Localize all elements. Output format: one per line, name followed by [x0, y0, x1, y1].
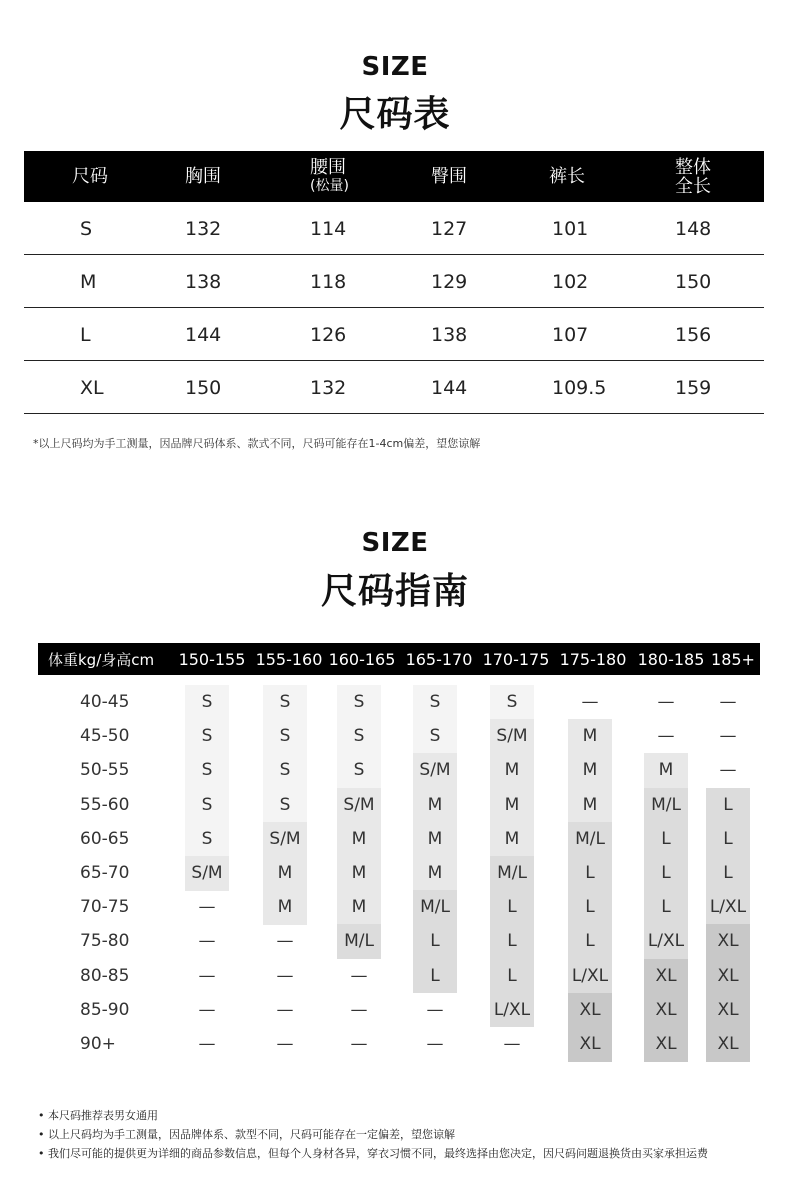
recommended-size-cell: M — [568, 719, 612, 754]
empty-size-cell: — — [719, 692, 737, 712]
empty-size-cell: — — [581, 692, 599, 712]
measurement-cell: 144 — [185, 324, 222, 346]
measurement-cell: 107 — [552, 324, 589, 346]
empty-size-cell: — — [198, 965, 216, 986]
recommended-size-cell: L — [706, 822, 750, 857]
empty-size-cell: — — [276, 1034, 294, 1054]
recommended-size-cell: M — [337, 856, 381, 891]
empty-size-cell: — — [719, 760, 737, 781]
recommended-size-cell: L/XL — [644, 924, 688, 959]
recommended-size-cell: XL — [644, 959, 688, 994]
measurement-cell: 101 — [552, 218, 589, 240]
header-size: 尺码 — [72, 166, 108, 187]
empty-size-cell: — — [198, 1034, 216, 1054]
size-table-row — [24, 202, 764, 255]
weight-row-label: 70-75 — [80, 897, 130, 918]
recommended-size-cell: L — [490, 924, 534, 959]
weight-row-label: 65-70 — [80, 863, 130, 883]
measurement-cell: 150 — [185, 377, 222, 399]
weight-row-label: 85-90 — [80, 999, 130, 1020]
recommended-size-cell: S — [185, 788, 229, 823]
empty-size-cell: — — [350, 965, 368, 986]
empty-size-cell: — — [276, 931, 294, 952]
height-column-header: 150-155 — [178, 650, 246, 669]
height-column-header: 180-185 — [637, 650, 705, 669]
empty-size-cell: — — [657, 726, 675, 747]
measurement-cell: 144 — [431, 377, 468, 399]
measurement-cell: 138 — [431, 324, 468, 346]
recommended-size-cell: L/XL — [490, 993, 534, 1028]
header-chest: 胸围 — [185, 166, 221, 187]
header-total-length: 整体 全长 — [675, 156, 711, 197]
measurement-cell: 148 — [675, 218, 712, 240]
recommended-size-cell: L — [490, 959, 534, 994]
measurement-cell: 132 — [310, 377, 347, 399]
recommended-size-cell: S/M — [413, 753, 457, 788]
size-title-en: SIZE — [361, 52, 429, 82]
weight-row-label: 90+ — [80, 1034, 116, 1054]
empty-size-cell: — — [719, 726, 737, 747]
recommended-size-cell: M — [337, 822, 381, 857]
measurement-cell: 138 — [185, 271, 222, 293]
empty-size-cell: — — [657, 692, 675, 712]
measurement-cell: 159 — [675, 377, 712, 399]
empty-size-cell: — — [426, 999, 444, 1020]
recommended-size-cell: M/L — [490, 856, 534, 891]
guide-title-en: SIZE — [361, 528, 429, 558]
recommended-size-cell: S/M — [337, 788, 381, 823]
size-table-row — [24, 308, 764, 361]
weight-row-label: 55-60 — [80, 794, 130, 815]
recommended-size-cell: XL — [644, 1027, 688, 1062]
recommended-size-cell: S — [185, 685, 229, 720]
recommended-size-cell: XL — [706, 959, 750, 994]
recommended-size-cell: M — [490, 753, 534, 788]
recommended-size-cell: S — [185, 753, 229, 788]
recommended-size-cell: L — [644, 822, 688, 857]
measurement-cell: 102 — [552, 271, 589, 293]
recommended-size-cell: L — [413, 924, 457, 959]
recommended-size-cell: XL — [568, 1027, 612, 1062]
recommended-size-cell: L/XL — [568, 959, 612, 994]
recommended-size-cell: L — [706, 856, 750, 891]
size-table-row — [24, 361, 764, 414]
empty-size-cell: — — [350, 999, 368, 1020]
measurement-cell: 129 — [431, 271, 468, 293]
size-label-cell: L — [80, 324, 91, 346]
recommended-size-cell: L — [568, 924, 612, 959]
recommended-size-cell: L — [413, 959, 457, 994]
recommended-size-cell: M — [490, 788, 534, 823]
size-title-cn: 尺码表 — [339, 94, 451, 135]
guide-corner-label: 体重kg/身高cm — [48, 651, 155, 669]
recommended-size-cell: S — [185, 822, 229, 857]
weight-row-label: 60-65 — [80, 828, 130, 849]
recommended-size-cell: S — [185, 719, 229, 754]
recommended-size-cell: M — [337, 890, 381, 925]
height-column-header: 165-170 — [405, 650, 473, 669]
guide-note: • 本尺码推荐表男女通用 — [38, 1109, 158, 1122]
guide-note: • 我们尽可能的提供更为详细的商品参数信息，但每个人身材各异，穿衣习惯不同，最终选择由您决定，因尺码问题退换货由买家承担运费 — [38, 1147, 708, 1160]
recommended-size-cell: XL — [644, 993, 688, 1028]
measurement-cell: 132 — [185, 218, 222, 240]
empty-size-cell: — — [503, 1034, 521, 1054]
recommended-size-cell: S — [263, 753, 307, 788]
weight-row-label: 50-55 — [80, 760, 130, 781]
recommended-size-cell: L — [706, 788, 750, 823]
recommended-size-cell: M — [413, 788, 457, 823]
recommended-size-cell: M — [490, 822, 534, 857]
empty-size-cell: — — [198, 999, 216, 1020]
measurement-cell: 109.5 — [552, 377, 607, 399]
recommended-size-cell: M — [263, 856, 307, 891]
measurement-cell: 127 — [431, 218, 468, 240]
height-column-header: 175-180 — [559, 650, 627, 669]
recommended-size-cell: M — [413, 822, 457, 857]
recommended-size-cell: S — [263, 719, 307, 754]
recommended-size-cell: S/M — [263, 822, 307, 857]
recommended-size-cell: L — [644, 856, 688, 891]
empty-size-cell: — — [198, 931, 216, 952]
guide-title-cn: 尺码指南 — [320, 571, 469, 612]
recommended-size-cell: S — [337, 719, 381, 754]
height-column-header: 185+ — [711, 650, 755, 669]
empty-size-cell: — — [198, 897, 216, 918]
empty-size-cell: — — [350, 1034, 368, 1054]
header-waist: 腰围 (松量) — [310, 156, 349, 194]
recommended-size-cell: S — [490, 685, 534, 720]
recommended-size-cell: S — [263, 685, 307, 720]
weight-row-label: 45-50 — [80, 726, 130, 747]
recommended-size-cell: L — [568, 890, 612, 925]
recommended-size-cell: M — [263, 890, 307, 925]
recommended-size-cell: M — [568, 753, 612, 788]
recommended-size-cell: M — [644, 753, 688, 788]
empty-size-cell: — — [276, 965, 294, 986]
measurement-cell: 150 — [675, 271, 712, 293]
height-column-header: 170-175 — [482, 650, 550, 669]
recommended-size-cell: M — [413, 856, 457, 891]
size-label-cell: S — [80, 218, 93, 240]
recommended-size-cell: S/M — [490, 719, 534, 754]
recommended-size-cell: L — [568, 856, 612, 891]
measurement-cell: 114 — [310, 218, 347, 240]
recommended-size-cell: S — [413, 685, 457, 720]
recommended-size-cell: XL — [706, 1027, 750, 1062]
recommended-size-cell: XL — [706, 993, 750, 1028]
recommended-size-cell: M/L — [568, 822, 612, 857]
size-table — [24, 151, 764, 414]
recommended-size-cell: S — [337, 685, 381, 720]
recommended-size-cell: M/L — [413, 890, 457, 925]
guide-notes — [38, 1106, 708, 1163]
recommended-size-cell: XL — [568, 993, 612, 1028]
measurement-cell: 126 — [310, 324, 347, 346]
recommended-size-cell: XL — [706, 924, 750, 959]
height-column-header: 155-160 — [255, 650, 323, 669]
recommended-size-cell: M — [568, 788, 612, 823]
empty-size-cell: — — [426, 1034, 444, 1054]
guide-header — [38, 643, 760, 675]
recommended-size-cell: S — [413, 719, 457, 754]
measurement-cell: 118 — [310, 271, 347, 293]
size-note: *以上尺码均为手工测量，因品牌尺码体系、款式不同，尺码可能存在1-4cm偏差，望您谅解 — [33, 437, 481, 450]
recommended-size-cell: S/M — [185, 856, 229, 891]
header-hip: 臀围 — [431, 166, 467, 187]
recommended-size-cell: L — [490, 890, 534, 925]
size-label-cell: M — [80, 271, 97, 293]
weight-row-label: 40-45 — [80, 692, 130, 712]
recommended-size-cell: S — [337, 753, 381, 788]
guide-note: • 以上尺码均为手工测量，因品牌体系、款型不同，尺码可能存在一定偏差，望您谅解 — [38, 1128, 455, 1141]
recommended-size-cell: M/L — [337, 924, 381, 959]
size-table-header — [24, 151, 764, 202]
recommended-size-cell: M/L — [644, 788, 688, 823]
recommended-size-cell: S — [263, 788, 307, 823]
size-table-row — [24, 255, 764, 308]
recommended-size-cell: L/XL — [706, 890, 750, 925]
size-label-cell: XL — [80, 377, 104, 399]
empty-size-cell: — — [276, 999, 294, 1020]
height-column-header: 160-165 — [328, 650, 396, 669]
recommended-size-cell: L — [644, 890, 688, 925]
weight-row-label: 80-85 — [80, 965, 130, 986]
measurement-cell: 156 — [675, 324, 712, 346]
header-pants-length: 裤长 — [549, 166, 585, 187]
weight-row-label: 75-80 — [80, 931, 130, 952]
